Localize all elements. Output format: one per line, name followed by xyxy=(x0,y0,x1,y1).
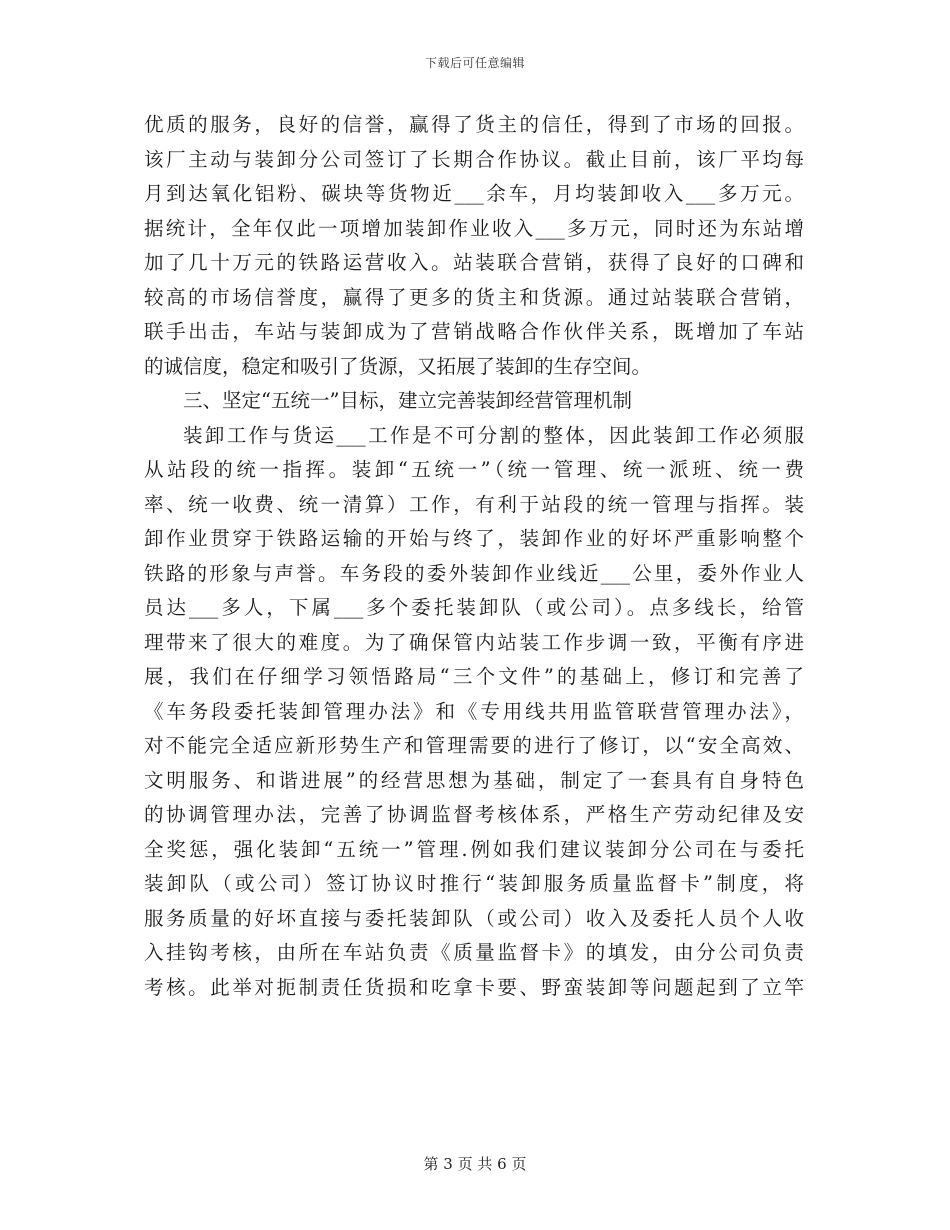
text-line: 加了几十万元的铁路运营收入。站装联合营销，获得了良好的口碑和 xyxy=(144,251,804,274)
text-line: 该厂主动与装卸分公司签订了长期合作协议。截止目前，该厂平均每 xyxy=(144,147,804,171)
text-line: 从站段的统一指挥。装卸“五统一”（统一管理、统一派班、统一费 xyxy=(144,458,804,481)
text-line: 优质的服务，良好的信誉，赢得了货主的信任，得到了市场的回报。 xyxy=(144,113,804,136)
text-line: 较高的市场信誉度，赢得了更多的货主和货源。通过站装联合营销， xyxy=(144,285,804,309)
text-line: 率、统一收费、统一清算）工作，有利于站段的统一管理与指挥。装 xyxy=(144,492,804,516)
document-body xyxy=(144,108,804,1005)
text-line: 理带来了很大的难度。为了确保管内站装工作步调一致，平衡有序进 xyxy=(144,630,804,654)
text-line: 据统计，全年仅此一项增加装卸作业收入___多万元，同时还为东站增 xyxy=(144,216,804,240)
text-line: 入挂钩考核，由所在车站负责《质量监督卡》的填发，由分公司负责 xyxy=(144,941,804,964)
text-line: 铁路的形象与声誉。车务段的委外装卸作业线近___公里，委外作业人 xyxy=(144,561,804,585)
text-line: 联手出击，车站与装卸成为了营销战略合作伙伴关系，既增加了车站 xyxy=(144,320,804,343)
text-line: 员达___多人，下属___多个委托装卸队（或公司）。点多线长，给管 xyxy=(144,596,804,619)
text-line: 装卸队（或公司）签订协议时推行“装卸服务质量监督卡”制度，将 xyxy=(144,872,804,895)
text-line: 全奖惩，强化装卸“五统一”管理.例如我们建议装卸分公司在与委托 xyxy=(144,837,804,861)
text-line: 的诚信度，稳定和吸引了货源，又拓展了装卸的生存空间。 xyxy=(144,354,652,378)
text-line: 服务质量的好坏直接与委托装卸队（或公司）收入及委托人员个人收 xyxy=(144,906,804,930)
page-number: 第 3 页 共 6 页 xyxy=(423,1155,527,1173)
text-line: 卸作业贯穿于铁路运输的开始与终了，装卸作业的好坏严重影响整个 xyxy=(144,527,804,550)
text-line: 《车务段委托装卸管理办法》和《专用线共用监管联营管理办法》， xyxy=(144,699,804,723)
text-line: 月到达氧化铝粉、碳块等货物近___余车，月均装卸收入___多万元。 xyxy=(144,182,804,205)
text-line: 展，我们在仔细学习领悟路局“三个文件”的基础上，修订和完善了 xyxy=(144,665,804,688)
section-heading: 三、坚定“五统一”目标，建立完善装卸经营管理机制 xyxy=(183,389,632,412)
text-line: 装卸工作与货运___工作是不可分割的整体，因此装卸工作必须服 xyxy=(183,423,804,447)
text-line: 文明服务、和谐进展”的经营思想为基础，制定了一套具有自身特色 xyxy=(144,768,804,792)
page-header: 下载后可任意编辑 xyxy=(424,56,525,70)
text-line: 对不能完全适应新形势生产和管理需要的进行了修订，以“安全高效、 xyxy=(144,734,804,757)
text-line: 的协调管理办法，完善了协调监督考核体系，严格生产劳动纪律及安 xyxy=(144,803,804,826)
text-line: 考核。此举对扼制责任货损和吃拿卡要、野蛮装卸等问题起到了立竿 xyxy=(144,975,804,999)
